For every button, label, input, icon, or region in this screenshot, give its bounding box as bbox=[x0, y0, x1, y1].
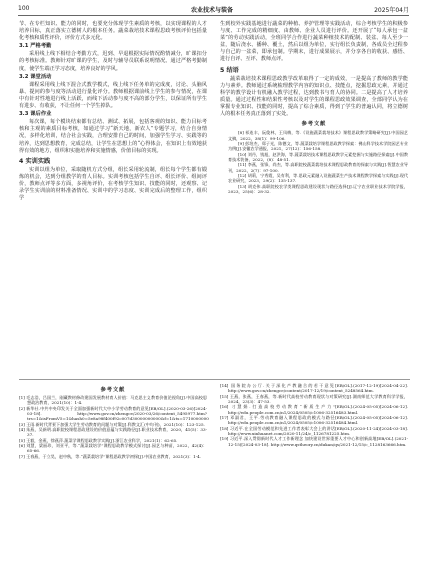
reference-item: [7] 王春燕，于立昊，赵中秋，等.“蔬菜栽培学”课程思政教学初探[J].中国农业教育，2021(3)：1-4. bbox=[19, 453, 202, 459]
reference-item: [6] 刘慧，梁丽珍，刘亚平，等.“蔬菜栽培学”课程思政教学模式探讨[J].园艺与种苗，2022，42(4)：65-66. bbox=[19, 443, 207, 454]
reference-item: [16] 刁慧娟.打造高校劳动教育“新质生产力”[EB/OL].(2024-05-05)[2024-06-12]. http://edu.people.com.cn/n1/2024/0505/c1006-32516483.html. bbox=[220, 404, 408, 415]
reference-item: [11] 李燕，张锋，尚杰，等.高职院校蔬菜栽培技术课程思政教育的探索与实践[J].智慧农业导刊，2022，2(7)：97-100. bbox=[228, 162, 408, 173]
section-text: 每次课，每个模块结束都有总结、测试、拓展，包括客观的知识、能力目标考核和主观的素质目标考核，如通过学习“新天地，新农人”专题学习，结合自身情况，多样化培训，结合社会实践，合理安排自己的时间，加强学生学习、实践等的培养，达到思想教育，完成总结，让学生在思想上的“心得体会，在知识上有效地获得有效的地方，组织和实施培养和实施情感，价值目标的实现。 bbox=[19, 119, 207, 154]
intro-paragraph: 节、在专栏知识、能力的同时，也要充分体现学生素质的考核，以实现课程的人才培养目标，真正落实立德树人的根本任务。蔬菜栽培技术课程思政考核评价包括量化考核和质性评价，评价方式多元化。 bbox=[19, 21, 207, 42]
reference-item: [10] 刘丹，钱旭，赵洪海，等.蔬菜栽培技术课程思政教学元素挖掘与实施路径探索[J].中国教育技术装备，2022，(8)：48-51. bbox=[228, 151, 408, 163]
reference-item: [8] 祁连丰，阮俊林，王凤梅，等.《设施蔬菜栽培技术》课程思政教学策略研究[J].中国园艺文摘，2022，38(1)：99-106. bbox=[228, 130, 408, 141]
section-heading: 3.2 课堂活动 bbox=[19, 73, 52, 80]
reference-item: [9] 彭培杰，郑子光，陈德文，等.蔬菜栽培学课程思政教学探索：佛山科学技术学院园艺专业为例[J].安徽农学通报，2021，27(12)：156-158. bbox=[228, 141, 408, 152]
reference-item: [12] 胡莉，宁秀霞，吴有利，等.思政元素融入设施蔬菜生产技术课程教学探索与实践[J].现代农业研究，2023，29(2)：135-137. bbox=[228, 173, 408, 184]
section-heading: 4 实训实践 bbox=[19, 157, 51, 165]
reference-item: [5] 王毅，金燕，徐燕萍.蔬菜学课程思政教学实践[J].浙江农业科学，2021(1)：62-65. bbox=[19, 437, 178, 443]
references-title: 参考文献 bbox=[100, 387, 126, 393]
page-number: 100 bbox=[18, 5, 30, 12]
section-text: 课程采用线上线下混合式教学模式，线上线下任务单的完成度，讨论、头脑风暴、提问的参与度等活动进行量化评分。教师根据课前线上学生的参与情况，在课中有针对性地进行线上活跃，而线下活动参与度不高的部分学生，以保证所有学生有进步、有收获，不让任何一个学生掉队。 bbox=[19, 81, 207, 110]
reference-item: [4] 朱燕，吴新明.高职院校课程思政建设的价值意蕴与实践路径[J].职业技术教育，2020，41(5)：33-37. bbox=[19, 427, 207, 438]
reference-item: [15] 王燕，张燕，王春燕，等.新时代高校劳动教育现状与对策研究[J].湖南师范大学教育科学学报，2024，23(3)：47-53. bbox=[220, 393, 408, 405]
reference-item: [1] 毛志浩，吕国兰，刚藏教材修改建国发展教材育人价值：马克思主义教育价值论视角[J].中国高校思想政治教育，2021(10)：1-4. bbox=[19, 395, 207, 406]
page-header bbox=[0, 0, 427, 16]
body-paragraph: 生到校外实践基地进行蔬菜的种植、养护管理等实践活动，综合考核学生的积极参与度、工作完成的精细度、由教师、企业人员进行评价。还开展了“每人承包一盆菜”的劳动实践活动，全班同学合作进行蔬菜种植技术的配制、装盆、每人至少一盆，随后浇水、播种、覆土，然后以组为单位，实行组长负责制，各成员全过程参与自己的一盆菜，即承包制。学期末，进行成果展示，并分享各自的收获、感悟、进行自评、互评、教师点评。 bbox=[220, 21, 408, 63]
reference-item: [3] 王雨.新时代背景下加强大学生劳动教育的问题与对策[J].科教文汇(中旬刊)，2021(10)：123-125. bbox=[19, 421, 205, 427]
reference-item: [19] 习近平.深入贯彻新时代人才工作新理念 加快建设世界重要人才中心和创新高地[EB/OL].(2021-12-15)[2024-03-18]. http://www.qstheory.cn/dukan/qs/2021-12/15/c_1128163666.htm. bbox=[220, 436, 408, 447]
left-column bbox=[19, 21, 207, 202]
conclusion-heading: 5 结语 bbox=[220, 66, 239, 74]
issue-date: 2025年04月 bbox=[374, 7, 409, 14]
section-text: 采用线上线下相结合考勤方式，迟到、早退根据实际情况酌情减分，旷课扣分的考核标准。教师针对旷课的学生，及时与辅导员联系说明情况。通过严格考勤制度，使学生端正学习态度，培养良好的学风。 bbox=[19, 51, 207, 72]
section-heading: 3.3 课后作业 bbox=[19, 111, 52, 118]
reference-item: [17] 邓淑君，王平.劳动教育融入课程思政的模式与路径[EB/OL].(2024-05-05)[2024-06-12]. http://edu.people.com.cn/n1/2024/0505/c1006-32516484.html. bbox=[220, 415, 408, 426]
bottom-references-right bbox=[220, 383, 408, 447]
references-divider bbox=[19, 379, 410, 380]
header-rule bbox=[18, 15, 409, 16]
bottom-references-left bbox=[19, 383, 207, 459]
reference-item: [18] 习近平.在全国劳动模范和先进工作者表彰大会上的讲话[EB/OL].(2020-11-24)[2024-03-18]. http://www.xinhuanet.com/2020-11/24/c_1126781225.htm. bbox=[220, 425, 408, 437]
references-title: 参考文献 bbox=[301, 121, 327, 128]
right-column bbox=[220, 21, 408, 194]
reference-item: [14] 国务院办公厅.关于深化产教融合的若干意见[EB/OL].(2017-12-19)[2024-04-22]. http://www.gov.cn/zhengce/content/2017-12/19/content_5248564.htm. bbox=[220, 383, 408, 394]
section-text: 实训以组为单位，采取随机方式分组，组长采用轮流制，组长每个学生都有锻炼的机会，达到分组教学的育人目标。实训考核包括学生自评、组长评价、组间评价，教师点评等多方面，多视角评价，在考核学生知识、技能的同时，还观察、记录学生实训前的材料准备情况、实训中的学习态度、实训完成后的整理工作，组织学 bbox=[19, 166, 207, 202]
reference-item: [13] 胡克伟.高职院校农学类课程思政建设现状与路径选择[J].辽宁农业职业技术学院学报，2023，25(6)：28-32. bbox=[228, 183, 408, 195]
journal-title: 农业技术与装备 bbox=[190, 7, 234, 14]
conclusion-paragraph: 蔬菜栽培技术课程思政教学改革取得了一定的成效，一是提高了教师的教学能力与素养。教师通过系统梳理教学内容的知识点、技能点，挖掘思政元素，并通过科学的教学设计有机融入教学过程，达到教书与育人的协同。二是提高了人才培养质量。通过过程性和结果性考核以及对学生的课程思政效果调查，全部同学认为在掌握专业知识、技能的同时，提高了综合素质，得到了学生的普遍认同，将立德树人的根本任务真正落到了实处。 bbox=[220, 75, 408, 118]
section-heading: 3.1 严格考勤 bbox=[19, 43, 52, 50]
reference-item: [2] 新华社.中共中央印发关于全面加强新时代大中小学劳动教育的意见[EB/OL].(2020-03-26)[2024-03-18]. http://www.gov.cn/zhengce/2020-03/26/content_5495977.htm?trs=1&isFromV5=1&hash0=5e8a98f400f92c007d30000000000&f=1&ts=1710000000 bbox=[19, 405, 209, 422]
